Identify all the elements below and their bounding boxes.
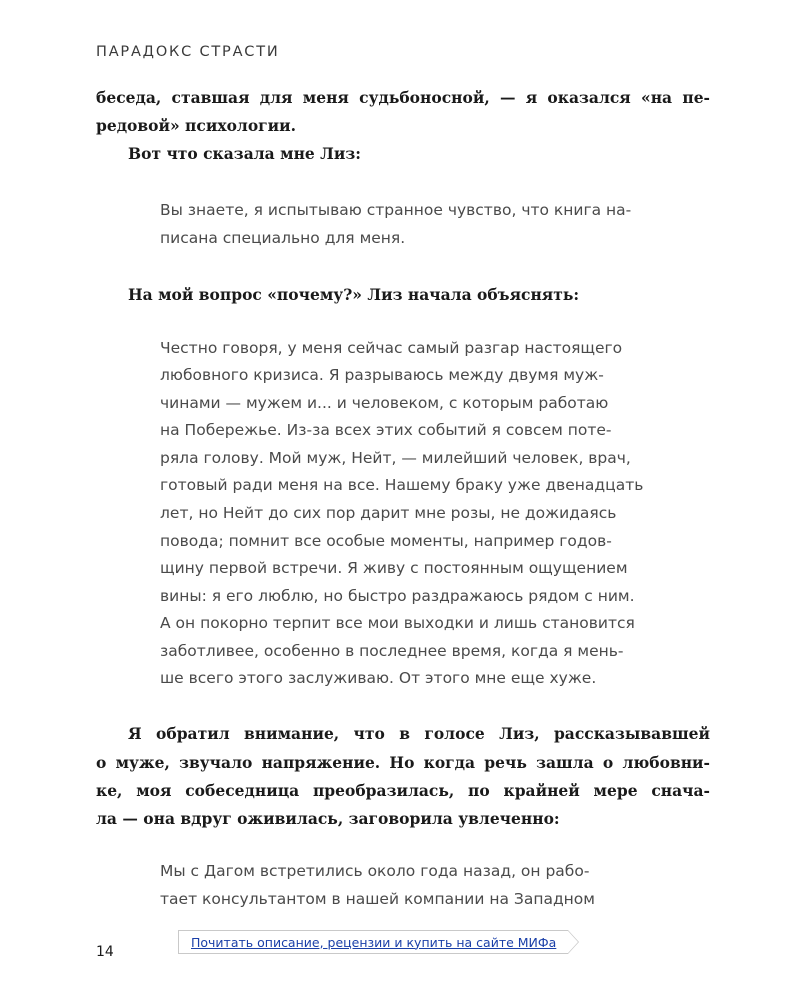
quote-line: тает консультантом в нашей компании на Западном [160, 890, 595, 908]
quote-line: ряла голову. Мой муж, Нейт, — милейший человек, врач, [160, 449, 631, 467]
quote-line: на Побережье. Из-за всех этих событий я совсем поте- [160, 421, 612, 439]
quote-line: повода; помнит все особые моменты, например годов- [160, 532, 612, 550]
quote-line: заботливее, особенно в последнее время, когда я мень- [160, 642, 624, 660]
paragraph-line: На мой вопрос «почему?» Лиз начала объяснять: [128, 285, 580, 304]
quote-line: Мы с Дагом встретились около года назад, он рабо- [160, 862, 590, 880]
quote-line: Вы знаете, я испытываю странное чувство, что книга на- [160, 201, 632, 219]
buy-link[interactable]: Почитать описание, рецензии и купить на сайте МИФа [191, 934, 557, 950]
quote-line: А он покорно терпит все мои выходки и лишь становится [160, 614, 635, 632]
running-title: ПАРАДОКС СТРАСТИ [96, 44, 280, 60]
quote-line: вины: я его люблю, но быстро раздражаюсь рядом с ним. [160, 587, 635, 605]
paragraph-line: Вот что сказала мне Лиз: [128, 144, 361, 163]
paragraph-line: ла — она вдруг оживилась, заговорила увлеченно: [96, 809, 560, 828]
quote-line: любовного кризиса. Я разрываюсь между двумя муж- [160, 366, 604, 384]
quote-line: лет, но Нейт до сих пор дарит мне розы, не дожидаясь [160, 504, 617, 522]
buy-link-banner[interactable] [178, 930, 568, 954]
paragraph-line: ке, моя собеседница преобразилась, по крайней мере снача- [96, 781, 710, 800]
paragraph-line: редовой» психологии. [96, 116, 297, 135]
quote-line: готовый ради меня на все. Нашему браку уже двенадцать [160, 476, 644, 494]
quote-line: щину первой встречи. Я живу с постоянным ощущением [160, 559, 628, 577]
quote-line: писана специально для меня. [160, 229, 406, 247]
quote-line: чинами — мужем и... и человеком, с которым работаю [160, 394, 609, 412]
paragraph-line: о муже, звучало напряжение. Но когда речь зашла о любовни- [96, 753, 710, 772]
paragraph-line: Я обратил внимание, что в голосе Лиз, рассказывавшей [128, 724, 710, 743]
quote-line: ше всего этого заслуживаю. От этого мне еще хуже. [160, 669, 597, 687]
page-number: 14 [96, 944, 114, 960]
paragraph-line: беседа, ставшая для меня судьбоносной, — я оказался «на пе- [96, 88, 710, 107]
quote-line: Честно говоря, у меня сейчас самый разгар настоящего [160, 339, 623, 357]
